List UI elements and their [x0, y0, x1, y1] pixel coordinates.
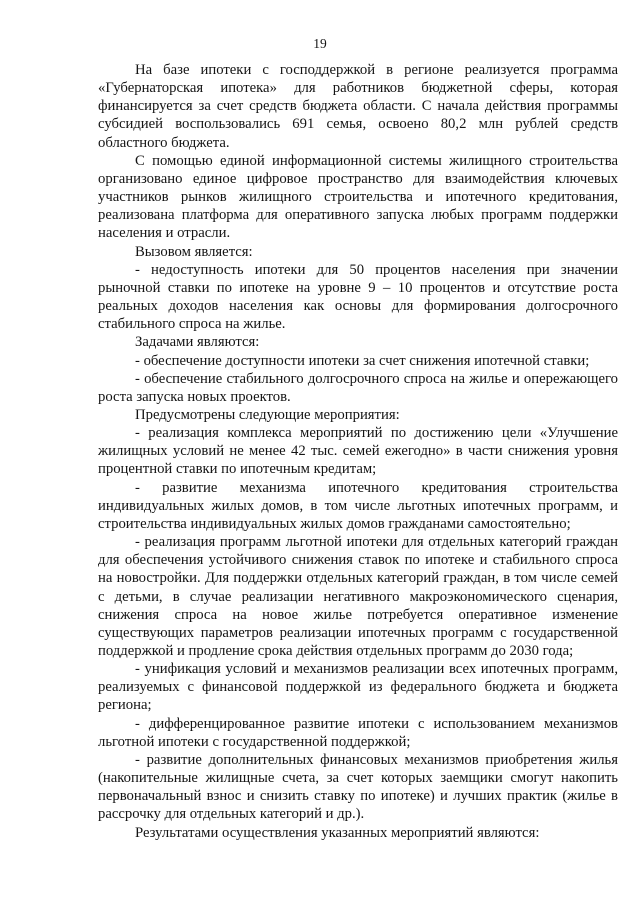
- paragraph-measure-item-3: - реализация программ льготной ипотеки для отдельных категорий граждан для обеспечения устойчивого снижения ставок по ипотеке и стабильного спроса на новостройки. Для поддержки отдельных категорий граждан, в том числе семей с детьми, в случае реализации негативного макроэкономического сценария, снижения спроса на новое жилье потребуется оперативное изменение существующих параметров реализации ипотечных программ с государственной поддержкой и продление срока действия отдельных программ до 2030 года;: [98, 534, 618, 659]
- paragraph-information-system: С помощью единой информационной системы жилищного строительства организовано единое цифровое пространство для взаимодействия ключевых участников рынков жилищного строительства и ипотечного кредитования, реализована платформа для оперативного запуска любых программ поддержки населения и отрасли.: [98, 152, 618, 242]
- paragraph-measure-item-1: - реализация комплекса мероприятий по достижению цели «Улучшение жилищных условий не менее 42 тыс. семей ежегодно» в части снижения уровня процентной ставки по ипотечным кредитам;: [98, 425, 618, 478]
- paragraph-measure-item-5: - дифференцированное развитие ипотеки с использованием механизмов льготной ипотеки с государственной поддержкой;: [98, 715, 618, 750]
- paragraph-task-item-2: - обеспечение стабильного долгосрочного спроса на жилье и опережающего роста запуска новых проектов.: [98, 370, 618, 405]
- paragraph-regional-mortgage: На базе ипотеки с господдержкой в регионе реализуется программа «Губернаторская ипотека» для работников бюджетной сферы, которая финансируется за счет средств бюджета области. С начала действия программы субсидией воспользовались 691 семья, освоено 80,2 млн рублей средств областного бюджета.: [98, 62, 618, 151]
- paragraph-measure-item-2: - развитие механизма ипотечного кредитования строительства индивидуальных жилых домов, в том числе льготных ипотечных программ, и строительства индивидуальных жилых домов гражданами самостоятельно;: [98, 479, 618, 532]
- heading-results: Результатами осуществления указанных мероприятий являются:: [135, 824, 540, 841]
- page-number: 19: [313, 36, 327, 51]
- paragraph-challenge-item: - недоступность ипотеки для 50 процентов населения при значении рыночной ставки по ипотеке на уровне 9 – 10 процентов и отсутствие роста реальных доходов населения как основы для формирования долгосрочного стабильного спроса на жилье.: [98, 261, 618, 333]
- heading-challenge: Вызовом является:: [135, 243, 253, 260]
- paragraph-measure-item-6: - развитие дополнительных финансовых механизмов приобретения жилья (накопительные жилищные счета, за счет которых заемщики смогут накопить первоначальный взнос и снизить ставку по ипотеке) и лучших практик (жилье в рассрочку для отдельных категорий и др.).: [98, 751, 618, 823]
- paragraph-measure-item-4: - унификация условий и механизмов реализации всех ипотечных программ, реализуемых с финансовой поддержкой из федерального бюджета и бюджета региона;: [98, 661, 618, 714]
- document-body: [98, 61, 618, 842]
- paragraph-task-item-1: - обеспечение доступности ипотеки за счет снижения ипотечной ставки;: [135, 352, 590, 369]
- heading-tasks: Задачами являются:: [135, 334, 260, 351]
- heading-measures: Предусмотрены следующие мероприятия:: [135, 406, 400, 423]
